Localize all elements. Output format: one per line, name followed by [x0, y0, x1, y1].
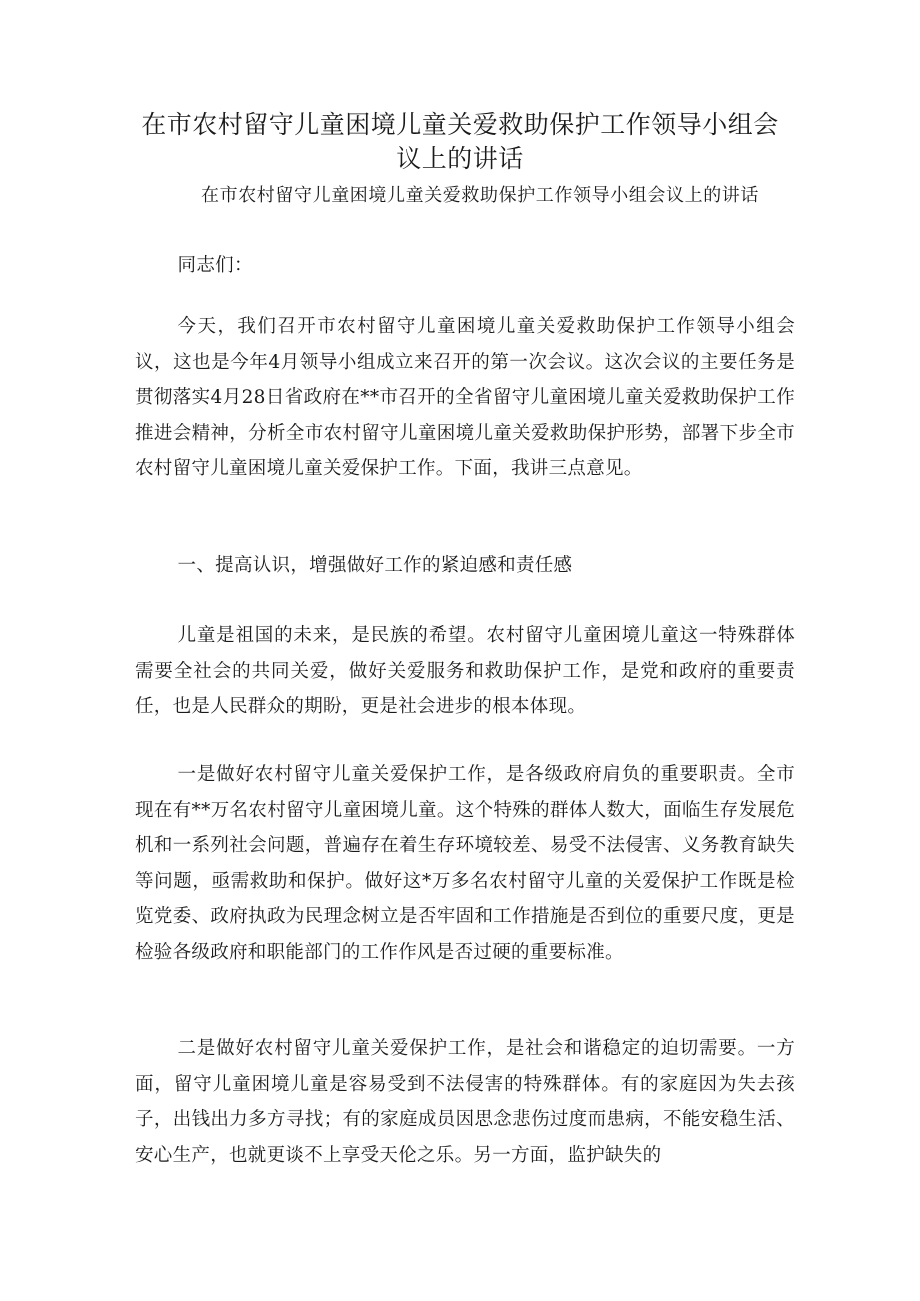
paragraph-intro: 今天，我们召开市农村留守儿童困境儿童关爱救助保护工作领导小组会议，这也是今年4月领导小组成立来召开的第一次会议。这次会议的主要任务是贯彻落实4月28日省政府在**市召开的全省留守儿童困境儿童关爱救助保护工作推进会精神，分析全市农村留守儿童困境儿童关爱救助保护形势，部署下步全市农村留守儿童困境儿童关爱保护工作。下面，我讲三点意见。 [135, 316, 795, 479]
paragraph-point-one: 一是做好农村留守儿童关爱保护工作，是各级政府肩负的重要职责。全市现在有**万名农村留守儿童困境儿童。这个特殊的群体人数大，面临生存发展危机和一系列社会问题，普遍存在着生存环境较差、易受不法侵害、义务教育缺失等问题，亟需救助和保护。做好这*万多名农村留守儿童的关爱保护工作既是检览党委、政府执政为民理念树立是否牢固和工作措施是否到位的重要尺度，更是检验各级政府和职能部门的工作作风是否过硬的重要标准。 [135, 764, 795, 963]
document-title: 在市农村留守儿童困境儿童关爱救助保护工作领导小组会议上的讲话 [141, 110, 779, 173]
greeting: 同志们： [177, 255, 253, 276]
document-subtitle: 在市农村留守儿童困境儿童关爱救助保护工作领导小组会议上的讲话 [201, 185, 759, 206]
section-heading-1: 一、提高认识，增强做好工作的紧迫感和责任感 [177, 555, 573, 576]
paragraph-point-two: 二是做好农村留守儿童关爱保护工作，是社会和谐稳定的迫切需要。一方面，留守儿童困境儿童是容易受到不法侵害的特殊群体。有的家庭因为失去孩子，出钱出力多方寻找；有的家庭成员因思念悲伤过度而患病，不能安稳生活、安心生产，也就更谈不上享受天伦之乐。另一方面，监护缺失的 [135, 1038, 795, 1166]
paragraph-children-future: 儿童是祖国的未来，是民族的希望。农村留守儿童困境儿童这一特殊群体需要全社会的共同关爱，做好关爱服务和救助保护工作，是党和政府的重要责任，也是人民群众的期盼，更是社会进步的根本体现。 [135, 625, 795, 717]
